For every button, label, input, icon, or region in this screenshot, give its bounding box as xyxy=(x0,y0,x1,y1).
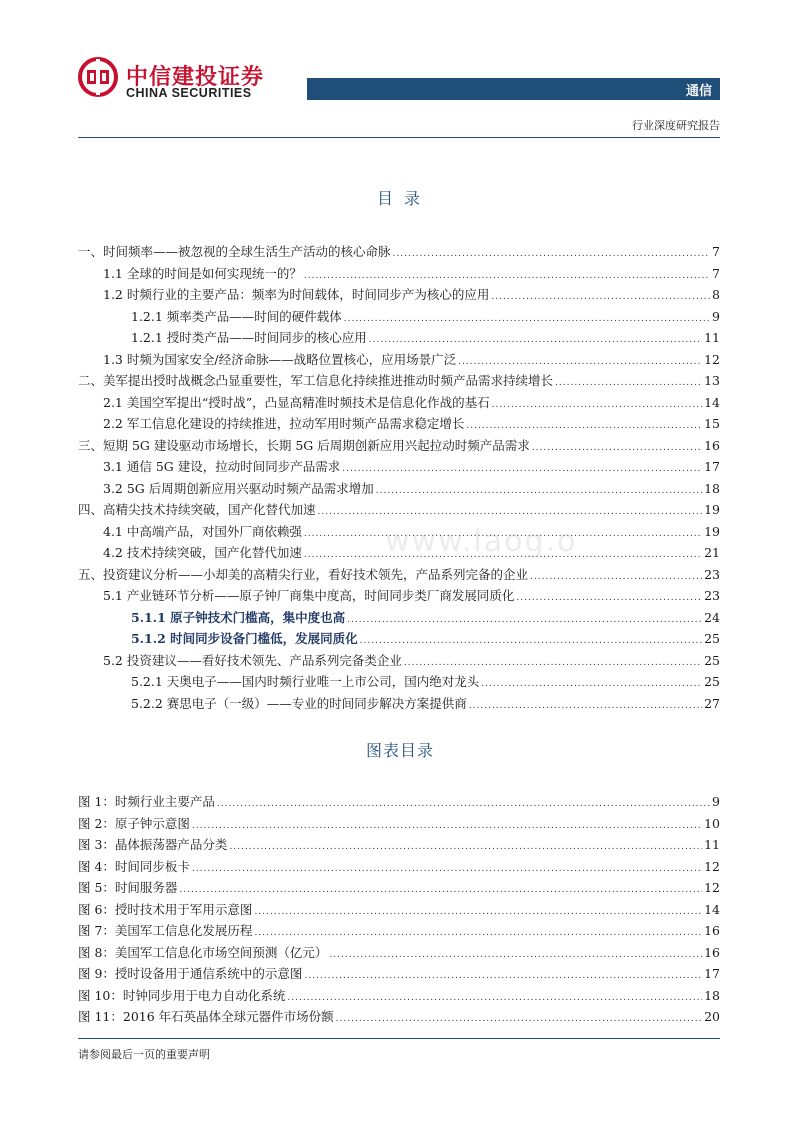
toc-entry[interactable]: 1.2.1 授时类产品——时间同步的核心应用 ..... 11 xyxy=(78,327,720,349)
toc-entry[interactable]: 5.1 产业链环节分析——原子钟厂商集中度高，时间同步类厂商发展同质化 ..... 23 xyxy=(78,585,720,607)
toc-entry[interactable]: 1.2 时频行业的主要产品：频率为时间载体，时间同步产为核心的应用 ..... 8 xyxy=(78,284,720,306)
figure-entry[interactable]: 图 3：晶体振荡器产品分类 ..... 11 xyxy=(78,834,720,856)
toc-entry[interactable]: 二、美军提出授时战概念凸显重要性，军工信息化持续推进推动时频产品需求持续增长 ..... 13 xyxy=(78,370,720,392)
header-divider xyxy=(78,137,720,138)
toc-entry[interactable]: 一、时间频率——被忽视的全球生活生产活动的核心命脉 ..... 7 xyxy=(78,241,720,263)
toc-entry[interactable]: 五、投资建议分析——小却美的高精尖行业，看好技术领先，产品系列完备的企业 ..... 23 xyxy=(78,564,720,586)
footer-divider xyxy=(78,1038,720,1039)
figure-entry[interactable]: 图 7：美国军工信息化发展历程 ..... 16 xyxy=(78,920,720,942)
figure-entry[interactable]: 图 11：2016 年石英晶体全球元器件市场份额 ..... 20 xyxy=(78,1006,720,1028)
figures-title: 图表目录 xyxy=(365,741,434,760)
toc-entry[interactable]: 2.2 军工信息化建设的持续推进，拉动军用时频产品需求稳定增长 ..... 15 xyxy=(78,413,720,435)
company-logo xyxy=(78,57,118,97)
figure-entry[interactable]: 图 2：原子钟示意图 ..... 10 xyxy=(78,813,720,835)
toc-entry[interactable]: 2.1 美国空军提出“授时战”，凸显高精准时频技术是信息化作战的基石 ..... 14 xyxy=(78,392,720,414)
toc-entry[interactable]: 四、高精尖技术持续突破，国产化替代加速 ..... 19 xyxy=(78,499,720,521)
figures-list xyxy=(78,791,720,1028)
toc-entry[interactable]: 4.1 中高端产品，对国外厂商依赖强 ..... 19 xyxy=(78,521,720,543)
toc-entry[interactable]: 5.1.1 原子钟技术门槛高，集中度也高 ..... 24 xyxy=(78,607,720,629)
figure-entry[interactable]: 图 6：授时技术用于军用示意图 ..... 14 xyxy=(78,899,720,921)
figure-entry[interactable]: 图 5：时间服务器 ..... 12 xyxy=(78,877,720,899)
brand-name-cn: 中信建投证券 xyxy=(126,65,265,90)
toc-entry[interactable]: 三、短期 5G 建设驱动市场增长，长期 5G 后周期创新应用兴起拉动时频产品需求 ..... 16 xyxy=(78,435,720,457)
toc-entry[interactable]: 1.1 全球的时间是如何实现统一的？ ..... 7 xyxy=(78,263,720,285)
footer-disclaimer: 请参阅最后一页的重要声明 xyxy=(78,1048,210,1061)
toc-title: 目 录 xyxy=(376,189,424,208)
brand-name-en: CHINA SECURITIES xyxy=(126,86,252,100)
toc-entry[interactable]: 1.3 时频为国家安全/经济命脉——战略位置核心，应用场景广泛 ..... 12 xyxy=(78,349,720,371)
figure-entry[interactable]: 图 1：时频行业主要产品 ..... 9 xyxy=(78,791,720,813)
toc-entry[interactable]: 4.2 技术持续突破，国产化替代加速 ..... 21 xyxy=(78,542,720,564)
figure-entry[interactable]: 图 8：美国军工信息化市场空间预测（亿元） ..... 16 xyxy=(78,942,720,964)
watermark: www.laog.o xyxy=(385,524,578,559)
toc-entry[interactable]: 5.2.2 赛思电子（一级）——专业的时间同步解决方案提供商 ..... 27 xyxy=(78,693,720,715)
toc-list xyxy=(78,241,720,714)
toc-entry[interactable]: 5.2.1 天奥电子——国内时频行业唯一上市公司，国内绝对龙头 ..... 25 xyxy=(78,671,720,693)
toc-entry[interactable]: 5.2 投资建议——看好技术领先、产品系列完备类企业 ..... 25 xyxy=(78,650,720,672)
report-type: 行业深度研究报告 xyxy=(632,119,720,132)
toc-entry[interactable]: 5.1.2 时间同步设备门槛低，发展同质化 ..... 25 xyxy=(78,628,720,650)
toc-entry[interactable]: 1.2.1 频率类产品——时间的硬件载体 ..... 9 xyxy=(78,306,720,328)
toc-entry[interactable]: 3.2 5G 后周期创新应用兴驱动时频产品需求增加 ..... 18 xyxy=(78,478,720,500)
figure-entry[interactable]: 图 9：授时设备用于通信系统中的示意图 ..... 17 xyxy=(78,963,720,985)
industry-bar xyxy=(307,78,720,100)
industry-label: 通信 xyxy=(685,84,712,99)
figure-entry[interactable]: 图 10：时钟同步用于电力自动化系统 ..... 18 xyxy=(78,985,720,1007)
figure-entry[interactable]: 图 4：时间同步板卡 ..... 12 xyxy=(78,856,720,878)
toc-entry[interactable]: 3.1 通信 5G 建设，拉动时间同步产品需求 ..... 17 xyxy=(78,456,720,478)
